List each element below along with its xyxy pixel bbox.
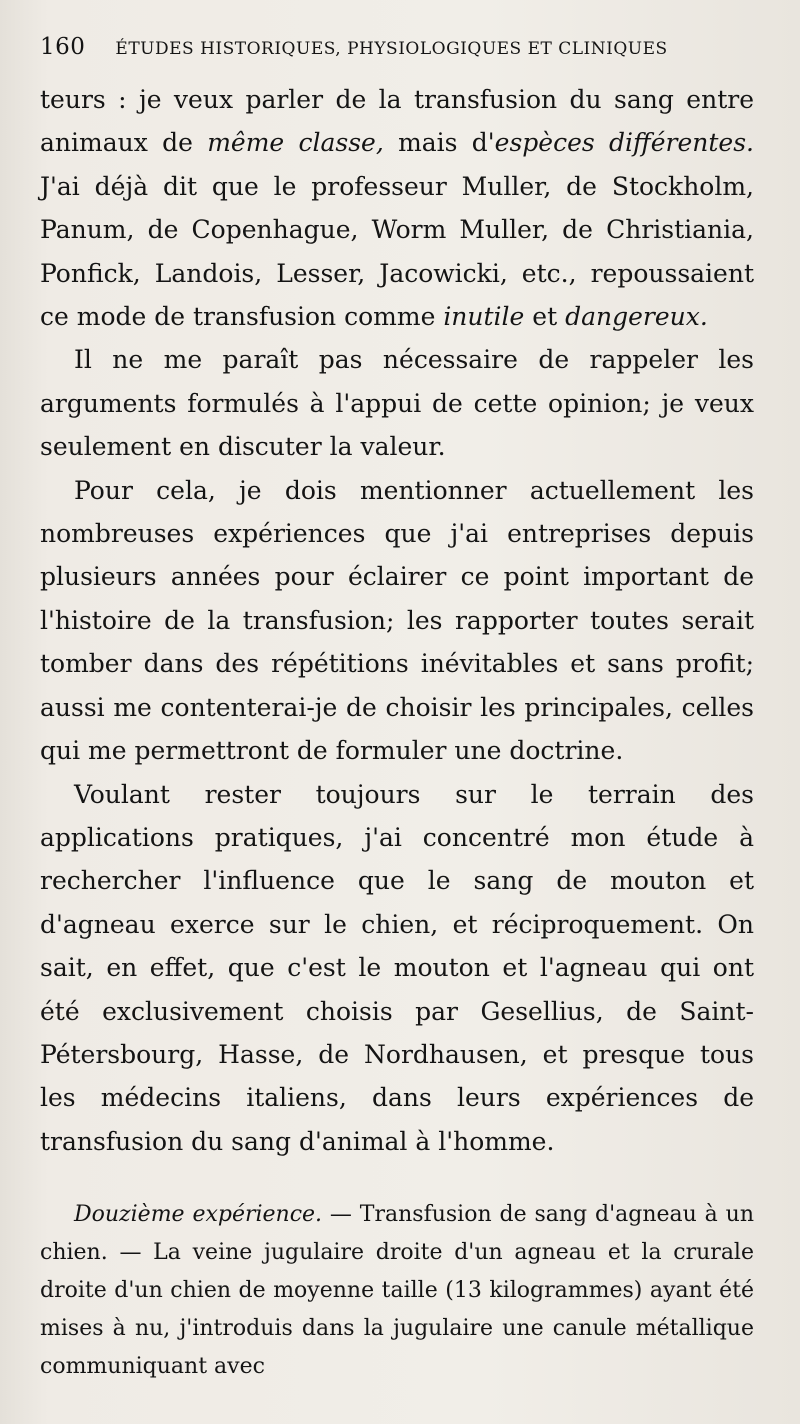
main-text: [40, 78, 754, 1163]
paragraph-3: Pour cela, je dois mentionner actuellement les nombreuses expériences que j'ai entreprises depuis plusieurs années pour éclairer ce point important de l'histoire de la transfusion; les rapporter toutes serait tomber dans des répétitions inévitables et sans profit; aussi me contenterai-je de choisir les principales, celles qui me permettront de formuler une doctrine.: [40, 475, 754, 766]
experiment-paragraph: [40, 1196, 754, 1386]
p1-text-a: teurs : je veux parler de la transfusion du sang entre animaux de: [40, 85, 754, 158]
p1-emphasis-1: même classe,: [207, 128, 384, 158]
p1-emphasis-3: inutile: [443, 302, 525, 332]
paragraph-1: [40, 78, 754, 338]
p1-emphasis-2: espèces différentes.: [494, 128, 754, 158]
p1-emphasis-4: dangereux.: [565, 302, 708, 332]
experiment-section: [40, 1196, 754, 1386]
p1-text-b: mais d': [383, 128, 495, 158]
running-title: ÉTUDES HISTORIQUES, PHYSIOLOGIQUES ET CLINIQUES: [115, 39, 668, 59]
experiment-title: Douzième expérience.: [74, 1202, 323, 1227]
experiment-text: — Transfusion de sang d'agneau à un chien. — La veine jugulaire droite d'un agneau et la crurale droite d'un chien de moyenne taille (13 kilogrammes) ayant été mises à nu, j'introduis dans la jugulaire une canule métallique communiquant avec: [40, 1202, 754, 1379]
paragraph-4: Voulant rester toujours sur le terrain des applications pratiques, j'ai concentré mon étude à rechercher l'influence que le sang de mouton et d'agneau exerce sur le chien, et réciproquement. On sait, en effet, que c'est le mouton et l'agneau qui ont été exclusivement choisis par Gesellius, de Saint-Pétersbourg, Hasse, de Nordhausen, et presque tous les médecins italiens, dans leurs expériences de transfusion du sang d'animal à l'homme.: [40, 779, 754, 1156]
paragraph-2: Il ne me paraît pas nécessaire de rappeler les arguments formulés à l'appui de cette opinion; je veux seulement en discuter la valeur.: [40, 345, 754, 462]
page-number: 160: [40, 34, 86, 60]
running-head: [40, 34, 760, 70]
p1-text-c: J'ai déjà dit que le professeur Muller, de Stockholm, Panum, de Copenhague, Worm Muller, de Christiania, Ponfick, Landois, Lesser, Jacowicki, etc., repoussaient ce mode de transfusion comme: [40, 171, 754, 332]
p1-text-d: et: [524, 302, 566, 332]
